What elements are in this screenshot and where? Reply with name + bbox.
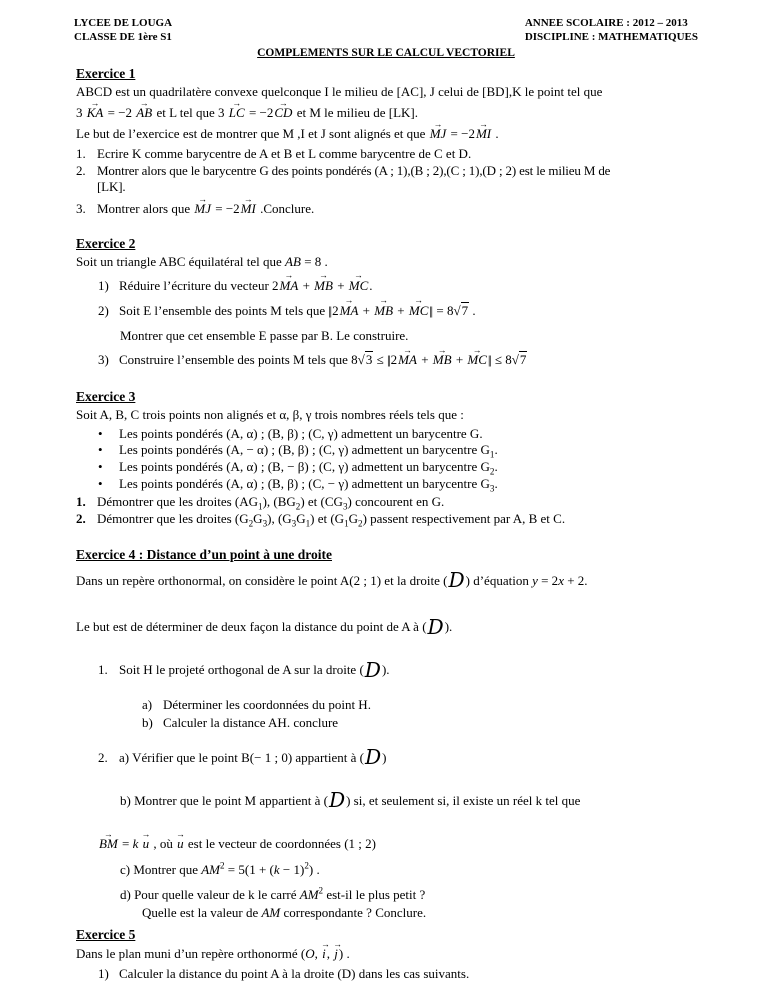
subscript: 2 (248, 518, 254, 529)
math-italic: AM (299, 886, 319, 902)
doc-title (74, 47, 698, 59)
vector-letters: MC (408, 302, 429, 318)
math-italic: AM (261, 905, 281, 921)
list-item (142, 715, 698, 732)
vector-arrow-icon: → (319, 270, 328, 281)
vector-notation (432, 344, 453, 370)
list-marker: 2. (76, 162, 86, 178)
vector-notation (333, 938, 343, 964)
subscript: 2 (295, 501, 301, 512)
script-d-symbol: D (364, 745, 382, 770)
math-italic: k (132, 836, 139, 852)
list-marker: 3) (98, 352, 109, 368)
vector-letters: MB (432, 352, 452, 368)
school-name: LYCEE DE LOUGA (74, 17, 173, 29)
superscript: 2 (220, 860, 225, 871)
list-item-text: a) Vérifier que le point B(− 1 ; 0) appartient à (D) (119, 745, 387, 770)
paragraph: Montrer que cet ensemble E passe par B. Le construire. (120, 328, 409, 344)
sqrt-radicand: 7 (461, 302, 469, 318)
sqrt-expression: √7 (511, 352, 527, 368)
vector-arrow-icon: → (139, 98, 149, 109)
vector-arrow-icon: → (414, 295, 424, 306)
vector-notation (273, 98, 293, 123)
sqrt-expression: √3 (357, 352, 373, 368)
vector-letters: MB (314, 277, 333, 293)
vector-arrow-icon: → (90, 98, 100, 109)
vector-letters: i (322, 946, 326, 962)
vector-notation (240, 193, 257, 219)
list-item (98, 657, 698, 682)
list-item (76, 511, 698, 528)
list-item-text: Réduire l’écriture du vecteur 2 → MA + → MB + → MC. (119, 277, 698, 296)
header-left (74, 16, 172, 45)
list-item (98, 344, 698, 370)
vector-arrow-icon: → (379, 295, 389, 306)
sqrt-expression: √7 (453, 302, 469, 318)
vector-arrow-icon: → (103, 828, 113, 839)
vector-letters: BM (99, 836, 118, 852)
vector-notation (397, 344, 418, 370)
list-item (98, 459, 698, 476)
list-item (142, 697, 698, 714)
doc-title-text: COMPLEMENTS SUR LE CALCUL VECTORIEL (257, 46, 515, 59)
list-marker: • (98, 459, 103, 475)
vector-arrow-icon: → (333, 938, 343, 949)
list-item (76, 146, 698, 163)
exercise-heading-text: Exercice 1 (76, 65, 136, 81)
vector-letters: MJ (429, 126, 447, 142)
vector-letters: MA (339, 302, 359, 318)
math-italic: y (532, 572, 538, 588)
paragraph: Le but est de déterminer de deux façon la distance du point de A à (D). (76, 614, 453, 639)
list-item-text: Les points pondérés (A, − α) ; (B, β) ; (C, γ) admettent un barycentre $G_1$. (119, 442, 498, 461)
paragraph: c) Montrer que $AM^2 = 5(1 + (k - 1)^2)$ . (120, 860, 320, 878)
paragraph: Quelle est la valeur de AM correspondante ? Conclure. (142, 905, 427, 921)
vector-arrow-icon: → (278, 98, 288, 109)
vector-letters: u (177, 836, 184, 852)
vector-notation (98, 828, 119, 854)
list-item-text: Démontrer que les droites $(AG_1)$, $(BG_2)$ et $(CG_3)$ concourent en G. (97, 494, 445, 512)
vector-arrow-icon: → (176, 828, 185, 839)
vector-notation (135, 98, 153, 123)
paragraph: → BM = k → u , où → u est le vecteur de coordonnées (1 ; 2) (98, 835, 698, 854)
math-italic: O (305, 946, 315, 962)
vector-notation (348, 270, 370, 296)
paragraph: Soit un triangle ABC équilatéral tel que AB = 8 . (76, 254, 328, 270)
vector-letters: CD (274, 105, 293, 121)
vector-notation (86, 98, 105, 123)
paragraph: Soit A, B, C trois points non alignés et α, β, γ trois nombres réels tels que : (76, 407, 464, 423)
script-d-symbol: D (328, 788, 346, 812)
document-body (74, 65, 698, 983)
vector-notation (279, 270, 300, 296)
list-marker: • (98, 425, 103, 441)
vector-notation (408, 295, 430, 321)
list-item-text: Déterminer les coordonnées du point H. (163, 696, 371, 712)
vector-letters: AB (136, 105, 153, 121)
vector-arrow-icon: → (243, 193, 253, 204)
exercise-heading-text: Exercice 2 (76, 235, 136, 251)
list-item-text: Ecrire K comme barycentre de A et B et L comme barycentre de C et D. (97, 146, 472, 162)
vector-letters: j (334, 946, 338, 962)
school-year: ANNEE SCOLAIRE : 2012 – 2013 (524, 17, 688, 29)
superscript: 2 (318, 885, 324, 896)
vector-notation (193, 193, 212, 219)
subscript: 1 (489, 450, 495, 461)
subscript: 1 (344, 518, 349, 529)
subscript: 3 (489, 483, 495, 494)
list-marker: 1. (76, 146, 86, 162)
vector-arrow-icon: → (198, 193, 208, 204)
vector-arrow-icon: → (232, 98, 242, 109)
list-marker: 2. (98, 749, 108, 765)
subscript: 2 (358, 518, 363, 529)
list-marker: 1) (98, 277, 109, 293)
vector-notation (321, 938, 330, 964)
subscript: 3 (342, 501, 348, 512)
list-item-text: Les points pondérés (A, α) ; (B, − β) ; (C, γ) admettent un barycentre $G_2$. (119, 459, 498, 477)
list-item (76, 163, 698, 196)
list-item-text: Construire l’ensemble des points M tels que 8√3 ≤ || 2 → MA + → MB + → MC|| ≤ 8√7 (119, 351, 698, 370)
paragraph: 3 → KA = −2 → AB et L tel que 3 → LC = −2 → CD et M le milieu de [LK]. (76, 104, 698, 123)
subscript: 3 (291, 518, 297, 529)
list-marker: 1) (98, 966, 109, 982)
script-d-symbol: D (448, 568, 465, 593)
list-marker: 2) (98, 302, 109, 318)
list-item-text: Les points pondérés (A, α) ; (B, β) ; (C, γ) admettent un barycentre G. (119, 425, 483, 441)
exercise-heading (76, 388, 698, 405)
subscript: 3 (262, 518, 268, 529)
vector-letters: MC (348, 277, 369, 293)
vector-arrow-icon: → (437, 344, 447, 355)
norm-bars-icon: || (487, 352, 491, 368)
exercise-heading (76, 65, 698, 82)
list-item-text: Montrer alors que le barycentre G des points pondérés (A ; 1),(B ; 2),(C ; 1),(D ; 2) est le milieu M de [LK]. (97, 162, 611, 195)
vector-notation (339, 295, 360, 321)
list-item (98, 270, 698, 296)
vector-arrow-icon: → (284, 270, 294, 281)
vector-letters: LC (228, 105, 245, 121)
vector-notation (313, 270, 334, 296)
vector-letters: MJ (194, 201, 211, 217)
vector-letters: MC (467, 352, 487, 368)
vector-arrow-icon: → (403, 344, 412, 355)
vector-arrow-icon: → (433, 118, 443, 129)
paragraph: b) Montrer que le point M appartient à (D) si, et seulement si, il existe un réel k tel que (120, 788, 581, 812)
exercise-heading-text: Exercice 3 (76, 388, 136, 404)
list-item-text: Calculer la distance du point A à la droite (D) dans les cas suivants. (119, 966, 470, 982)
header-right (525, 16, 698, 45)
exercise-heading-text: Exercice 4 : Distance d’un point à une droite (76, 546, 332, 562)
vector-letters: MA (279, 277, 299, 293)
exercise-heading (76, 235, 698, 252)
vector-arrow-icon: → (344, 295, 354, 306)
math-italic: AM (201, 862, 220, 878)
list-item (98, 966, 698, 983)
script-d-symbol: D (364, 657, 381, 682)
list-marker: • (98, 475, 103, 491)
vector-notation (475, 118, 492, 144)
list-item (98, 442, 698, 459)
vector-notation (429, 118, 448, 144)
vector-letters: KA (86, 105, 104, 121)
list-marker: 3. (76, 201, 86, 217)
list-item (76, 193, 698, 219)
subscript: 2 (489, 466, 495, 477)
list-item-text: Montrer alors que → MJ = −2 → MI .Conclure. (97, 200, 698, 219)
doc-header (74, 16, 698, 45)
vector-notation (141, 828, 151, 854)
list-item-text: Soit H le projeté orthogonal de A sur la droite (D). (119, 657, 390, 682)
list-marker: a) (142, 696, 153, 712)
sqrt-radicand: 3 (365, 352, 373, 368)
list-item (98, 745, 698, 770)
paragraph: Dans un repère orthonormal, on considère le point A(2 ; 1) et la droite (D) d’équation y = 2x + 2. (76, 568, 588, 593)
paragraph: Dans le plan muni d’un repère orthonormé (O, → i, → j) . (76, 945, 698, 964)
list-marker: 1. (98, 662, 108, 678)
vector-arrow-icon: → (479, 118, 488, 129)
superscript: 2 (304, 860, 309, 871)
script-d-symbol: D (427, 614, 444, 639)
list-item-text: Démontrer que les droites $(G_2G_3)$, $(G_3G_1)$ et $(G_1G_2)$ passent respectivement par A, B et C. (97, 510, 566, 529)
math-italic: AB (285, 254, 301, 270)
vector-letters: MB (374, 302, 394, 318)
paragraph: d) Pour quelle valeur de k le carré $AM^2$ est-il le plus petit ? (120, 885, 426, 902)
discipline: DISCIPLINE : MATHEMATIQUES (524, 31, 698, 44)
list-marker: 2. (76, 510, 86, 526)
vector-notation (228, 98, 246, 123)
paragraph: Le but de l’exercice est de montrer que M ,I et J sont alignés et que → MJ = −2 → MI . (76, 125, 698, 144)
vector-letters: MI (240, 201, 256, 217)
vector-letters: u (142, 836, 150, 852)
math-italic: k (273, 862, 280, 878)
vector-letters: MA (398, 352, 417, 368)
math-italic: x (558, 572, 564, 588)
vector-letters: MI (475, 126, 492, 142)
exercise-heading (76, 546, 698, 563)
vector-arrow-icon: → (472, 344, 482, 355)
exercise-heading (76, 926, 698, 943)
list-marker: b) (142, 715, 153, 731)
sqrt-radicand: 7 (519, 352, 527, 368)
list-item-text: Soit E l’ensemble des points M tels que || 2 → MA + → MB + → MC|| = 8√7 . (119, 302, 698, 321)
list-item (76, 494, 698, 511)
subscript: 1 (305, 518, 311, 529)
norm-bars-icon: || (328, 302, 331, 318)
list-item (98, 426, 698, 443)
list-marker: 1. (76, 494, 86, 510)
list-item (98, 295, 698, 321)
norm-bars-icon: || (429, 302, 432, 318)
list-marker: • (98, 442, 103, 458)
class-name: CLASSE DE 1ère S1 (74, 31, 172, 44)
list-item-text: Calculer la distance AH. conclure (163, 715, 339, 731)
list-item (98, 476, 698, 493)
exercise-heading-text: Exercice 5 (76, 926, 136, 942)
norm-bars-icon: || (386, 352, 390, 368)
vector-arrow-icon: → (321, 938, 330, 949)
subscript: 1 (258, 501, 263, 512)
vector-notation (373, 295, 394, 321)
vector-notation (176, 828, 185, 854)
paragraph: ABCD est un quadrilatère convexe quelconque I le milieu de [AC], J celui de [BD],K le point tel que (76, 83, 603, 99)
vector-arrow-icon: → (141, 828, 151, 839)
vector-notation (466, 344, 491, 370)
vector-arrow-icon: → (354, 270, 363, 281)
list-item-text: Les points pondérés (A, α) ; (B, β) ; (C, − γ) admettent un barycentre $G_3$. (119, 475, 498, 494)
